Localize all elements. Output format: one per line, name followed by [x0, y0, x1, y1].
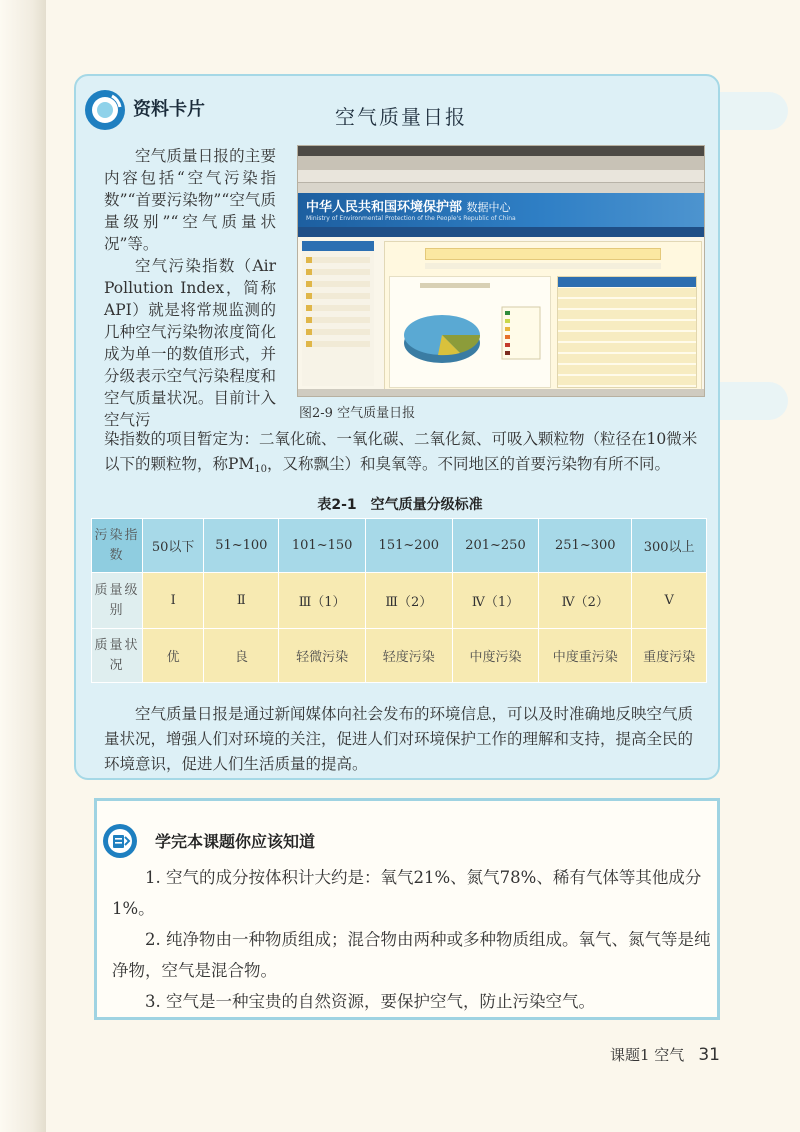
card-body-text: [104, 427, 704, 482]
table-row: [92, 573, 707, 629]
table-cell: 101~150: [279, 519, 366, 573]
table-cell: 251~300: [539, 519, 632, 573]
screenshot-main-panel: [384, 241, 702, 393]
table-cell: 中度重污染: [539, 629, 632, 683]
list-item: 2. 纯净物由一种物质组成；混合物由两种或多种物质组成。氧气、氮气等是纯净物，空气是混合物。: [112, 930, 711, 980]
paragraph: 空气质量日报的主要内容包括“空气污染指数”“首要污染物”“空气质量级别”“空气质量状况”等。: [104, 147, 276, 253]
card-closing-text: [104, 702, 704, 777]
table-title: 表2-1 空气质量分级标准: [317, 497, 483, 513]
air-quality-grade-table: [91, 518, 707, 683]
table-cell: 201~250: [452, 519, 539, 573]
table-cell: 51~100: [204, 519, 279, 573]
table-cell: 轻微污染: [279, 629, 366, 683]
summary-list: [112, 862, 712, 1017]
table-cell: Ⅰ: [143, 573, 204, 629]
table-cell: 良: [204, 629, 279, 683]
table-cell: Ⅲ（2）: [365, 573, 452, 629]
table-row: [92, 629, 707, 683]
list-item: 3. 空气是一种宝贵的自然资源，要保护空气，防止污染空气。: [145, 992, 595, 1011]
table-cell: 重度污染: [632, 629, 707, 683]
info-circle-icon: [84, 89, 126, 131]
book-spine-shadow: [0, 0, 46, 1132]
paragraph: 染指数的项目暂定为：二氧化硫、一氧化碳、二氧化氮、可吸入颗粒物（粒径在10微米以下的颗粒物，称$PM_{10}$，又称飘尘）和臭氧等。不同地区的首要污染物有所不同。: [104, 430, 698, 475]
row-header: 污染指数: [92, 519, 143, 573]
pie-chart-thumbnail: [389, 276, 551, 388]
summary-title: 学完本课题你应该知道: [155, 832, 316, 851]
website-banner: [298, 193, 704, 227]
banner-subtitle: Ministry of Environmental Protection of the People's Republic of China: [306, 215, 516, 222]
page-number: 31: [698, 1045, 720, 1065]
table-cell: Ⅳ（2）: [539, 573, 632, 629]
table-cell: Ⅱ: [204, 573, 279, 629]
table-row: [92, 519, 707, 573]
book-reader-icon: [102, 823, 138, 859]
air-quality-report-screenshot: [297, 145, 705, 397]
pie-chart-graphic: [390, 277, 550, 387]
page-footer: [610, 1044, 720, 1065]
section-label: 课题1 空气: [610, 1046, 685, 1064]
card-intro-text: [104, 145, 276, 431]
table-cell: 50以下: [143, 519, 204, 573]
paragraph: 空气质量日报是通过新闻媒体向社会发布的环境信息，可以及时准确地反映空气质量状况，增强人们对环境的关注，促进人们对环境保护工作的理解和支持，提高全民的环境意识，促进人们生活质量的提高。: [104, 705, 694, 773]
figure-caption: 图2-9 空气质量日报: [299, 406, 416, 421]
table-cell: 中度污染: [452, 629, 539, 683]
banner-title: 中华人民共和国环境保护部 数据中心: [306, 200, 511, 215]
screenshot-sidebar: [302, 241, 374, 386]
table-cell: 轻度污染: [365, 629, 452, 683]
card-title: 空气质量日报: [335, 105, 467, 129]
table-cell: Ⅴ: [632, 573, 707, 629]
row-header: 质量级别: [92, 573, 143, 629]
table-cell: 优: [143, 629, 204, 683]
row-header: 质量状况: [92, 629, 143, 683]
table-cell: 300以上: [632, 519, 707, 573]
list-item: 1. 空气的成分按体积计大约是：氧气21%、氮气78%、稀有气体等其他成分1%。: [112, 868, 702, 918]
paragraph: 空气污染指数（Air Pollution Index，简称API）就是将常规监测的几种空气污染物浓度简化成为单一的数值形式，并分级表示空气污染程度和空气质量状况。目前计入空气污: [104, 257, 276, 429]
table-cell: Ⅳ（1）: [452, 573, 539, 629]
table-cell: 151~200: [365, 519, 452, 573]
card-label: 资料卡片: [133, 99, 205, 120]
city-table-thumbnail: [557, 276, 697, 388]
table-cell: Ⅲ（1）: [279, 573, 366, 629]
